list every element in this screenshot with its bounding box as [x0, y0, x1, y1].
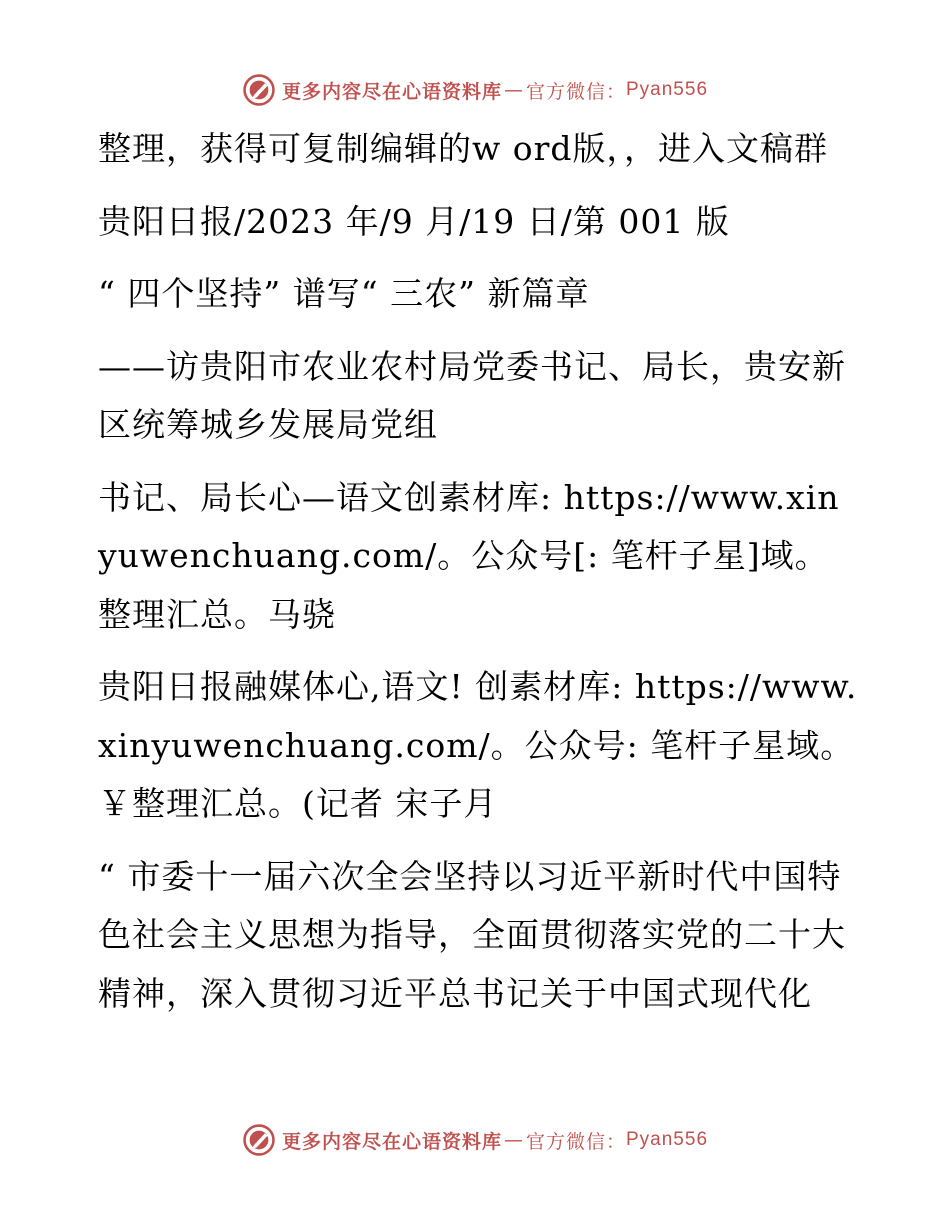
document-body [98, 120, 858, 1037]
paragraph-headline: “ 四个坚持” 谱写“ 三农” 新篇章 [98, 274, 590, 313]
banner-official-label: 官方微信： [525, 1130, 626, 1153]
paragraph-source: 贵阳日报/2023 年/9 月/19 日/第 001 版 [98, 201, 730, 241]
banner-dash: — [503, 79, 524, 101]
paragraph-byline-2: 贵阳日报融媒体心,语文! 创素材库: https://www.xinyuwenchuang.com/。公众号: 笔杆子星域。￥整理汇总。(记者 宋子月 [98, 667, 858, 823]
footer-banner [0, 1120, 950, 1160]
header-banner [0, 70, 950, 110]
banner-text: 更多内容尽在心语资料库 [281, 80, 502, 103]
pen-logo-icon [242, 1123, 276, 1157]
banner-dash: — [503, 1129, 524, 1151]
paragraph-body: “ 市委十一届六次全会坚持以习近平新时代中国特色社会主义思想为指导，全面贯彻落实党的二十大精神，深入贯彻习近平总书记关于中国式现代化 [98, 856, 846, 1013]
banner-wechat-id: Pyan556 [626, 1129, 709, 1150]
pen-logo-icon [242, 73, 276, 107]
paragraph-subtitle: ——访贵阳市农业农村局党委书记、局长，贵安新区统筹城乡发展局党组 [98, 346, 846, 444]
paragraph-intro: 整理，获得可复制编辑的w ord版，，进入文稿群 [98, 129, 829, 168]
banner-official-label: 官方微信： [525, 80, 626, 103]
paragraph-byline-1: 书记、局长心—语文创素材库: https://www.xinyuwenchuang.com/。公众号[: 笔杆子星]域。整理汇总。马骁 [98, 477, 840, 634]
banner-wechat-id: Pyan556 [626, 79, 709, 100]
banner-text: 更多内容尽在心语资料库 [281, 1130, 502, 1153]
